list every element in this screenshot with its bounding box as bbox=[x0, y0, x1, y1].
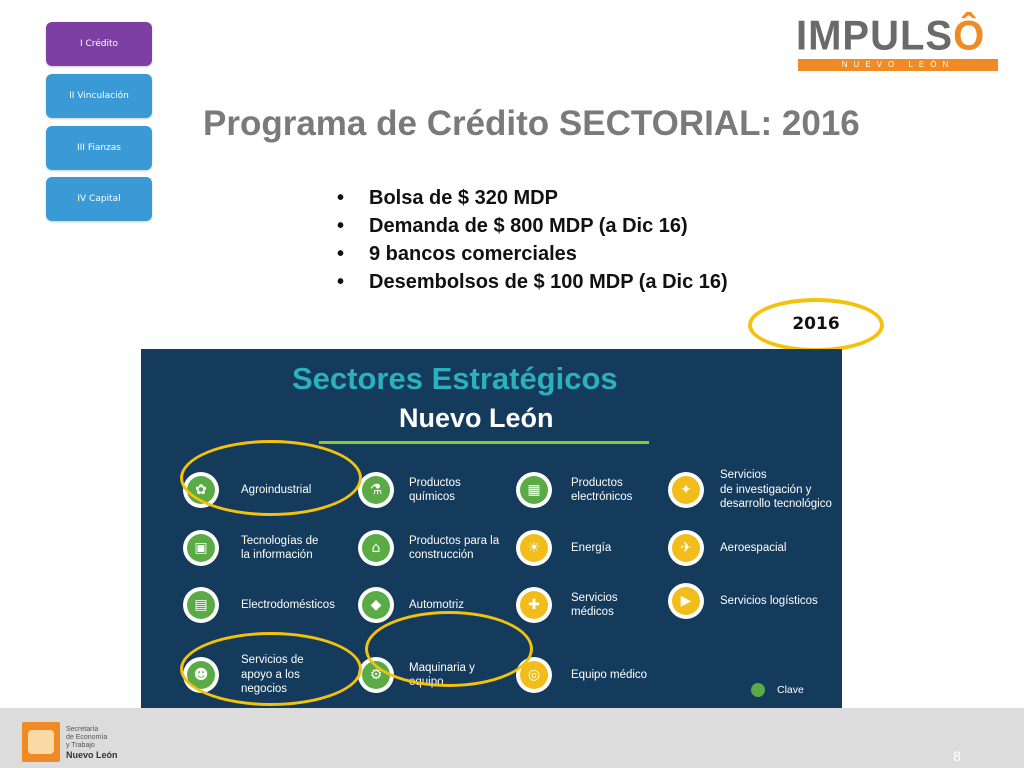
nav-vinculacion-button[interactable] bbox=[46, 74, 152, 118]
sector-label: Maquinaria y equipo bbox=[409, 661, 475, 688]
legend-clave-label: Clave bbox=[777, 684, 804, 696]
gear-icon: ⚙ bbox=[358, 657, 394, 693]
bullet-item: • 9 bancos comerciales bbox=[337, 243, 577, 265]
sector-label: Productos químicos bbox=[409, 476, 461, 503]
sector-label: Tecnologías de la información bbox=[241, 534, 319, 561]
doctor-icon: ✚ bbox=[516, 587, 552, 623]
sector-label: Servicios de investigación y desarrollo tecnológico bbox=[720, 469, 832, 511]
bullet-item: • Demanda de $ 800 MDP (a Dic 16) bbox=[337, 215, 688, 237]
panel-title: Sectores Estratégicos bbox=[292, 361, 618, 396]
bullet-list bbox=[335, 184, 728, 296]
logo-wordmark: IMPULSÔ bbox=[796, 12, 986, 60]
nav-label: II Vinculación bbox=[69, 91, 129, 101]
page-title: Programa de Crédito SECTORIAL: 2016 bbox=[203, 104, 860, 143]
car-icon: ◆ bbox=[358, 587, 394, 623]
computer-icon: ▣ bbox=[183, 530, 219, 566]
panel-subtitle: Nuevo León bbox=[399, 403, 554, 433]
nav-label: I Crédito bbox=[79, 39, 119, 49]
people-icon: ☻ bbox=[183, 657, 219, 693]
bulb-icon: ☀ bbox=[516, 530, 552, 566]
servicios-apoyo-highlight-ellipse bbox=[180, 632, 362, 706]
nav-credito-button[interactable] bbox=[46, 22, 152, 66]
research-icon: ✦ bbox=[668, 472, 704, 508]
sector-label: Agroindustrial bbox=[241, 483, 312, 496]
bullet-item: • Desembolsos de $ 100 MDP (a Dic 16) bbox=[337, 271, 728, 293]
sector-label: Servicios médicos bbox=[571, 591, 618, 618]
sector-label: Energía bbox=[571, 541, 612, 554]
sector-label: Equipo médico bbox=[571, 668, 648, 681]
appliance-icon: ▤ bbox=[183, 587, 219, 623]
wheat-icon: ✿ bbox=[183, 472, 219, 508]
sector-label: Automotriz bbox=[409, 598, 464, 611]
construction-icon: ⌂ bbox=[358, 530, 394, 566]
sector-label: Servicios de apoyo a los negocios bbox=[241, 654, 304, 696]
secretaria-logo: Secretaría de Economía y Trabajo Nuevo León bbox=[22, 720, 162, 764]
legend-clave-dot bbox=[751, 683, 765, 697]
sector-label: Electrodomésticos bbox=[241, 598, 335, 611]
truck-icon: ▶ bbox=[668, 583, 704, 619]
stethoscope-icon: ◎ bbox=[516, 657, 552, 693]
state-shield-icon bbox=[22, 722, 60, 762]
plane-icon: ✈ bbox=[668, 530, 704, 566]
logo-subtitle: NUEVO LEÓN bbox=[841, 60, 955, 69]
sector-label: Aeroespacial bbox=[720, 541, 787, 554]
bullet-item: • Bolsa de $ 320 MDP bbox=[337, 187, 558, 209]
sector-label: Productos para la construcción bbox=[409, 534, 500, 561]
nav-fianzas-button[interactable] bbox=[46, 126, 152, 170]
agroindustrial-highlight-ellipse bbox=[180, 440, 362, 516]
nav-label: IV Capital bbox=[77, 194, 121, 204]
nav-capital-button[interactable] bbox=[46, 177, 152, 221]
electronics-icon: ▦ bbox=[516, 472, 552, 508]
sector-label: Productos electrónicos bbox=[571, 476, 633, 503]
panel-underline bbox=[319, 441, 649, 444]
maquinaria-highlight-ellipse bbox=[365, 611, 533, 687]
sector-label: Servicios logísticos bbox=[720, 594, 818, 607]
year-badge: 2016 bbox=[792, 314, 840, 334]
nav-label: III Fianzas bbox=[77, 143, 121, 153]
flask-icon: ⚗ bbox=[358, 472, 394, 508]
impulso-logo bbox=[796, 14, 1002, 70]
page-number: 8 bbox=[953, 748, 961, 764]
